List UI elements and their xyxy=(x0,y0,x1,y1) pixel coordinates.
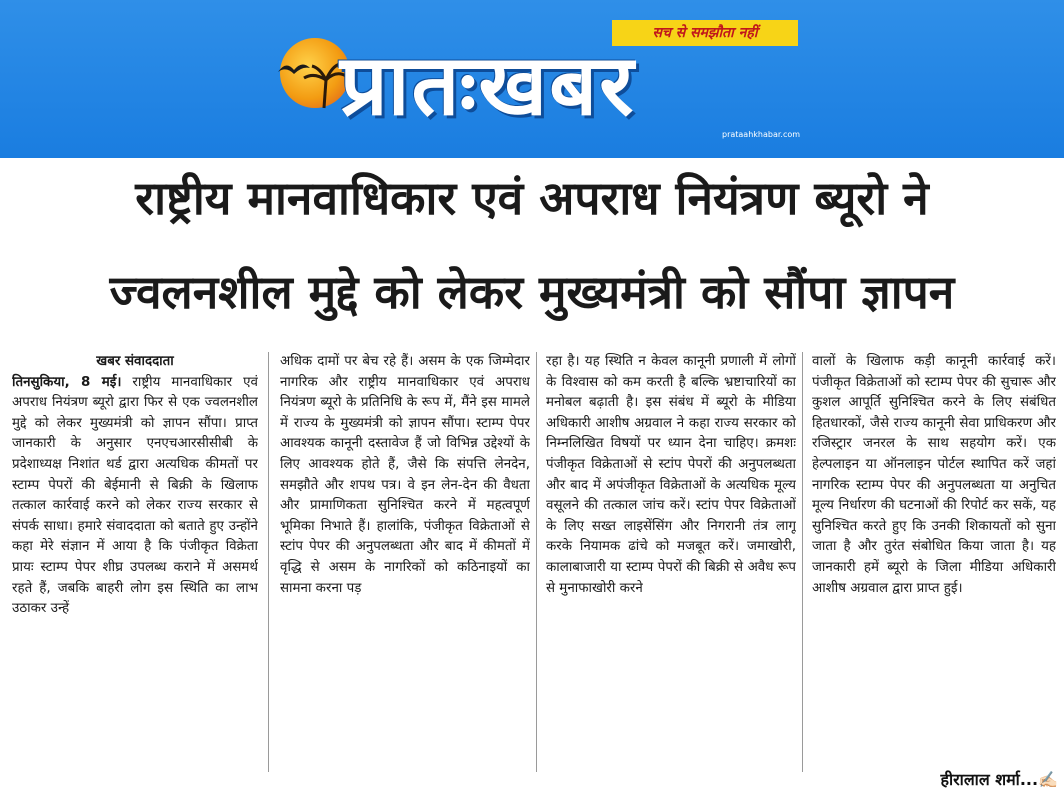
logo-url: prataahkhabar.com xyxy=(722,130,801,139)
headline-line-1: राष्ट्रीय मानवाधिकार एवं अपराध नियंत्रण ब्यूरो ने xyxy=(135,171,929,225)
article-column-1 xyxy=(12,352,258,772)
column-1-text: राष्ट्रीय मानवाधिकार एवं अपराध नियंत्रण ब्यूरो द्वारा फिर से एक ज्वलनशील मुद्दे को लेकर मुख्यमंत्री को ज्ञापन सौंपा। प्राप्त जानकारी के अनुसार एनएचआरसीसीबी के प्रदेशाध्यक्ष निशांत थर्ड द्वारा अत्यधिक कीमतों पर स्टाम्प पेपरों की बेईमानी से बिक्री के खिलाफ तत्काल कार्रवाई करने को लेकर राज्य सरकार से संपर्क साधा। हमारे संवाददाता को बताते हुए उन्होंने कहा मेरे संज्ञान में आया है कि पंजीकृत विक्रेता प्रायः स्टाम्प पेपर शीघ्र उपलब्ध कराने में असमर्थ रहते हैं, जबकि बाहरी लोग इस स्थिति का लाभ उठाकर उन्हें xyxy=(12,374,258,617)
masthead xyxy=(0,0,1064,158)
column-divider xyxy=(536,352,537,772)
article-column-4 xyxy=(812,352,1056,772)
column-divider xyxy=(268,352,269,772)
column-divider xyxy=(802,352,803,772)
column-4-text: वालों के खिलाफ कड़ी कानूनी कार्रवाई करें। पंजीकृत विक्रेताओं को स्टाम्प पेपर की सुचारू और कुशल आपूर्ति सुनिश्चित करने के लिए संबंधित हितधारकों, जैसे राज्य कानूनी सेवा प्राधिकरण और रजिस्ट्रार जनरल के साथ सहयोग करें। एक हेल्पलाइन या ऑनलाइन पोर्टल स्थापित करें जहां नागरिक स्टाम्प पेपर की अनुपलब्धता या अनुचित मूल्य निर्धारण की घटनाओं की रिपोर्ट कर सकें, यह सुनिश्चित करते हुए कि उनकी शिकायतों को सुना जाता है और तुरंत संबोधित किया जाता है। यह जानकारी हमें ब्यूरो के जिला मीडिया अधिकारी आशीष अग्रवाल द्वारा प्राप्त हुई। xyxy=(812,354,1056,596)
tagline: सच से समझौता नहीं xyxy=(612,20,798,46)
article-column-2 xyxy=(280,352,530,772)
signature: हीरालाल शर्मा...✍🏻 xyxy=(940,770,1058,789)
column-2-text: अधिक दामों पर बेच रहे हैं। असम के एक जिम्मेदार नागरिक और राष्ट्रीय मानवाधिकार एवं अपराध नियंत्रण ब्यूरो के प्रतिनिधि के रूप में, मैंने इस मामले में राज्य के मुख्यमंत्री को ज्ञापन सौंपा। स्टाम्प पेपर आवश्यक कानूनी दस्तावेज हैं जो विभिन्न उद्देश्यों के लिए आवश्यक होते हैं, जैसे कि संपत्ति लेनदेन, समझौते और शपथ पत्र। वे इन लेन-देन की वैधता और प्रामाणिकता सुनिश्चित करने में महत्वपूर्ण भूमिका निभाते हैं। हालांकि, पंजीकृत विक्रेताओं से स्टांप पेपर की अनुपलब्धता और बाद में कीमतों में वृद्धि से असम के नागरिकों को कठिनाइयों का सामना करना पड़ xyxy=(280,354,530,596)
newspaper-logo: प्रातःखबर xyxy=(340,36,636,134)
byline: खबर संवाददाता xyxy=(96,354,174,369)
headline-line-2: ज्वलनशील मुद्दे को लेकर मुख्यमंत्री को सौंपा ज्ञापन xyxy=(109,265,955,319)
column-3-text: रहा है। यह स्थिति न केवल कानूनी प्रणाली में लोगों के विश्वास को कम करती है बल्कि भ्रष्टाचारियों का मनोबल बढ़ाती है। इस संबंध में ब्यूरो के मीडिया अधिकारी आशीष अग्रवाल ने कहा राज्य सरकार को निम्नलिखित विषयों पर ध्यान देना चाहिए। क्रमशः पंजीकृत विक्रेताओं से स्टांप पेपरों की अनुपलब्धता और बाद में अपंजीकृत विक्रेताओं के अत्यधिक मूल्य वसूलने की तत्काल जांच करें। स्टांप पेपर विक्रेताओं के लिए सख्त लाइसेंसिंग और निगरानी तंत्र लागू करके नियामक ढांचे को मजबूत करें। जमाखोरी, कालाबाजारी या स्टाम्प पेपरों की बिक्री से अवैध रूप से मुनाफाखोरी करने xyxy=(546,354,796,596)
dateline: तिनसुकिया, 8 मई। xyxy=(12,374,122,390)
article-column-3 xyxy=(546,352,796,772)
